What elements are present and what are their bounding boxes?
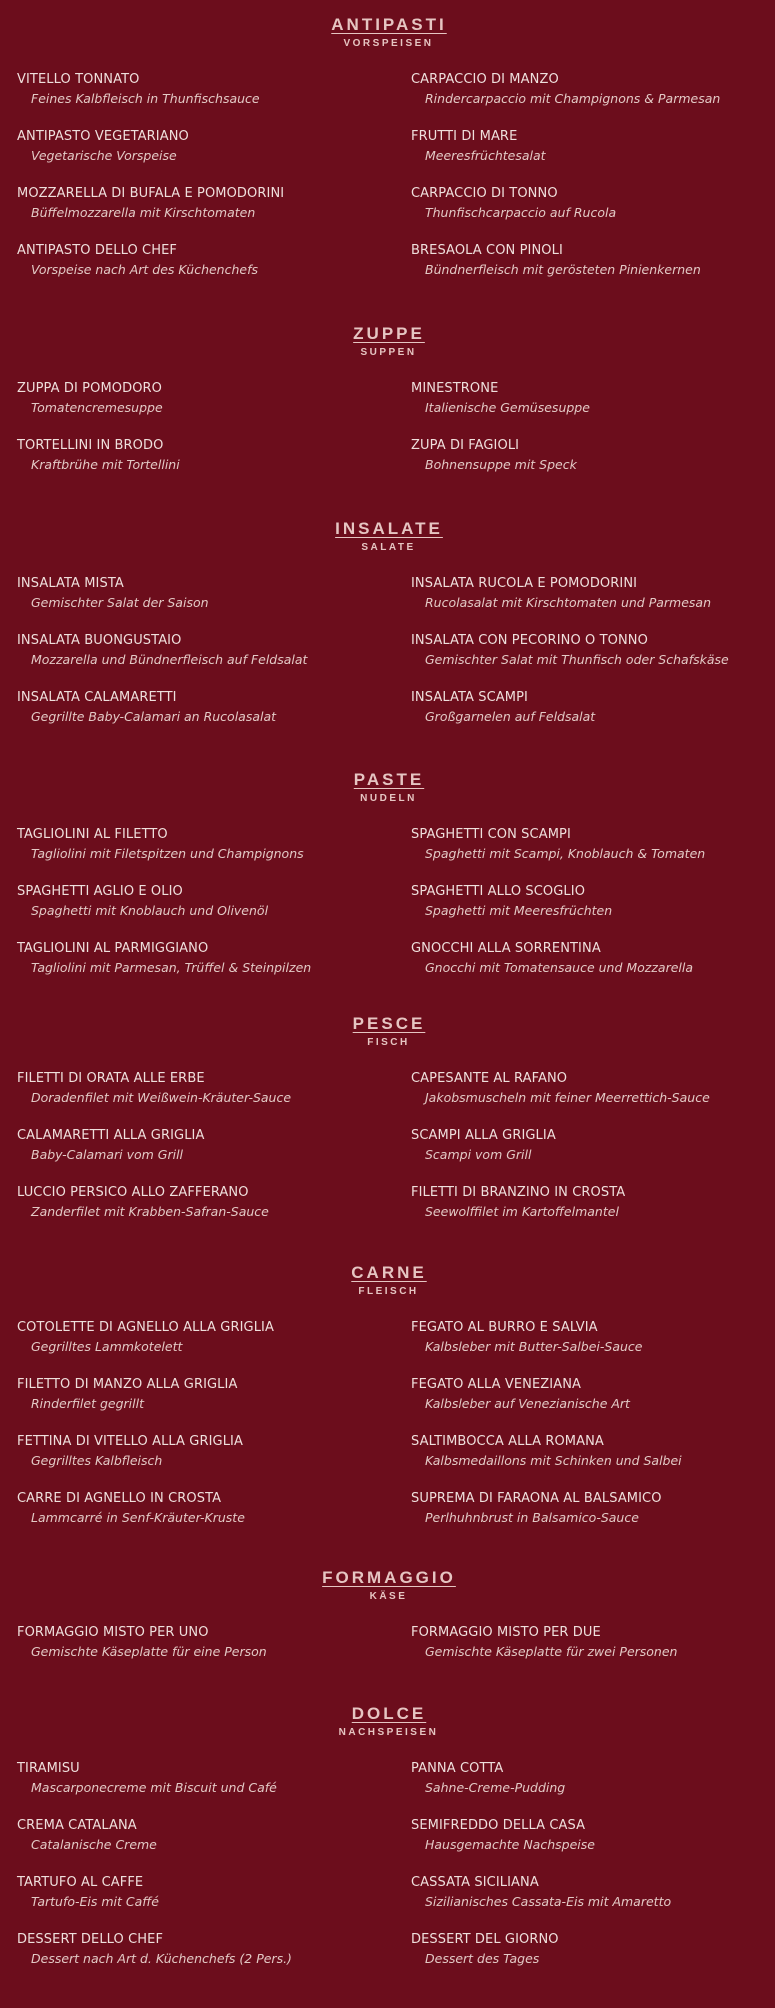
menu-grid bbox=[0, 825, 775, 996]
menu-grid bbox=[0, 1623, 775, 1680]
menu-item bbox=[393, 574, 775, 631]
menu-grid bbox=[0, 379, 775, 493]
section-paste bbox=[0, 769, 775, 996]
dish-name: CARPACCIO DI TONNO bbox=[411, 186, 558, 201]
menu-item bbox=[393, 1318, 775, 1375]
section-carne bbox=[0, 1262, 775, 1546]
menu-grid bbox=[0, 574, 775, 745]
dish-description: Kraftbrühe mit Tortellini bbox=[31, 457, 180, 472]
dish-description: Bohnensuppe mit Speck bbox=[425, 457, 577, 472]
dish-description: Thunfischcarpaccio auf Rucola bbox=[425, 205, 617, 220]
dish-description: Meeresfrüchtesalat bbox=[425, 148, 546, 163]
menu-item bbox=[0, 825, 393, 882]
dish-name: GNOCCHI ALLA SORRENTINA bbox=[411, 941, 601, 956]
menu-item bbox=[393, 688, 775, 745]
dish-description: Italienische Gemüsesuppe bbox=[425, 400, 590, 415]
dish-description: Seewolffilet im Kartoffelmantel bbox=[425, 1204, 619, 1219]
menu-item bbox=[393, 1930, 775, 1987]
menu-item bbox=[0, 1489, 393, 1546]
dish-description: Gemischte Käseplatte für eine Person bbox=[31, 1644, 267, 1659]
menu-item bbox=[393, 1759, 775, 1816]
menu-item bbox=[0, 631, 393, 688]
dish-description: Spaghetti mit Scampi, Knoblauch & Tomaten bbox=[425, 846, 706, 861]
menu-item bbox=[393, 1126, 775, 1183]
section-title: PASTE bbox=[353, 770, 425, 789]
dish-name: BRESAOLA CON PINOLI bbox=[411, 243, 563, 258]
dish-description: Vorspeise nach Art des Küchenchefs bbox=[31, 262, 259, 277]
dish-name: MINESTRONE bbox=[411, 381, 499, 396]
dish-name: DESSERT DEL GIORNO bbox=[411, 1932, 559, 1947]
dish-description: Rucolasalat mit Kirschtomaten und Parmesan bbox=[425, 595, 712, 610]
dish-name: ZUPPA DI POMODORO bbox=[17, 381, 162, 396]
dish-name: CASSATA SICILIANA bbox=[411, 1875, 539, 1890]
section-pesce bbox=[0, 1013, 775, 1240]
dish-description: Mozzarella und Bündnerfleisch auf Feldsalat bbox=[31, 652, 308, 667]
menu-item bbox=[393, 436, 775, 493]
menu-item bbox=[393, 184, 775, 241]
section-insalate bbox=[0, 518, 775, 745]
menu-item bbox=[0, 241, 393, 298]
dish-description: Spaghetti mit Knoblauch und Olivenöl bbox=[31, 903, 269, 918]
dish-description: Gegrillte Baby-Calamari an Rucolasalat bbox=[31, 709, 277, 724]
menu-item bbox=[0, 688, 393, 745]
menu-item bbox=[393, 1375, 775, 1432]
menu-grid bbox=[0, 1759, 775, 1987]
menu-item bbox=[0, 1816, 393, 1873]
menu-item bbox=[393, 1183, 775, 1240]
dish-name: TIRAMISU bbox=[17, 1761, 80, 1776]
menu-item bbox=[393, 1873, 775, 1930]
dish-description: Tagliolini mit Parmesan, Trüffel & Steinpilzen bbox=[31, 960, 312, 975]
menu-item bbox=[0, 1432, 393, 1489]
menu-item bbox=[0, 1759, 393, 1816]
dish-name: SUPREMA DI FARAONA AL BALSAMICO bbox=[411, 1491, 662, 1506]
dish-description: Catalanische Creme bbox=[31, 1837, 157, 1852]
menu-item bbox=[0, 1873, 393, 1930]
menu-grid bbox=[0, 1069, 775, 1240]
dish-name: SEMIFREDDO DELLA CASA bbox=[411, 1818, 586, 1833]
dish-description: Hausgemachte Nachspeise bbox=[425, 1837, 595, 1852]
menu-item bbox=[393, 631, 775, 688]
menu-item bbox=[393, 939, 775, 996]
dish-description: Gemischte Käseplatte für zwei Personen bbox=[425, 1644, 678, 1659]
section-zuppe bbox=[0, 323, 775, 493]
dish-description: Lammcarré in Senf-Kräuter-Kruste bbox=[31, 1510, 245, 1525]
dish-description: Kalbsmedaillons mit Schinken und Salbei bbox=[425, 1453, 682, 1468]
section-subtitle: NACHSPEISEN bbox=[338, 1727, 439, 1738]
dish-description: Kalbsleber auf Venezianische Art bbox=[425, 1396, 630, 1411]
dish-name: FEGATO AL BURRO E SALVIA bbox=[411, 1320, 598, 1335]
dish-name: INSALATA CON PECORINO O TONNO bbox=[411, 633, 648, 648]
dish-name: MOZZARELLA DI BUFALA E POMODORINI bbox=[17, 186, 285, 201]
dish-name: TAGLIOLINI AL FILETTO bbox=[17, 827, 168, 842]
dish-name: ANTIPASTO VEGETARIANO bbox=[17, 129, 189, 144]
section-subtitle: SALATE bbox=[361, 542, 416, 553]
section-subtitle: VORSPEISEN bbox=[343, 38, 434, 49]
dish-description: Rindercarpaccio mit Champignons & Parmesan bbox=[425, 91, 721, 106]
section-title: ANTIPASTI bbox=[331, 15, 447, 34]
section-title: INSALATE bbox=[335, 519, 443, 538]
dish-name: FEGATO ALLA VENEZIANA bbox=[411, 1377, 582, 1392]
menu-item bbox=[0, 1375, 393, 1432]
dish-name: LUCCIO PERSICO ALLO ZAFFERANO bbox=[17, 1185, 249, 1200]
section-header bbox=[0, 1703, 775, 1759]
dish-name: INSALATA MISTA bbox=[17, 576, 124, 591]
section-header bbox=[0, 1262, 775, 1318]
menu-item bbox=[393, 1816, 775, 1873]
dish-name: SPAGHETTI CON SCAMPI bbox=[411, 827, 571, 842]
menu-item bbox=[0, 1069, 393, 1126]
dish-name: TAGLIOLINI AL PARMIGGIANO bbox=[17, 941, 209, 956]
dish-name: FORMAGGIO MISTO PER UNO bbox=[17, 1625, 209, 1640]
dish-name: TORTELLINI IN BRODO bbox=[17, 438, 164, 453]
menu-item bbox=[0, 70, 393, 127]
section-header bbox=[0, 769, 775, 825]
dish-name: FILETTO DI MANZO ALLA GRIGLIA bbox=[17, 1377, 238, 1392]
menu-item bbox=[0, 1318, 393, 1375]
dish-description: Rinderfilet gegrillt bbox=[31, 1396, 144, 1411]
section-dolce bbox=[0, 1703, 775, 1987]
dish-name: CAPESANTE AL RAFANO bbox=[411, 1071, 568, 1086]
dish-name: SPAGHETTI AGLIO E OLIO bbox=[17, 884, 183, 899]
dish-name: INSALATA SCAMPI bbox=[411, 690, 528, 705]
menu-item bbox=[0, 882, 393, 939]
dish-name: ZUPA DI FAGIOLI bbox=[411, 438, 520, 453]
dish-name: FILETTI DI ORATA ALLE ERBE bbox=[17, 1071, 205, 1086]
dish-name: SCAMPI ALLA GRIGLIA bbox=[411, 1128, 556, 1143]
dish-name: SALTIMBOCCA ALLA ROMANA bbox=[411, 1434, 604, 1449]
menu-item bbox=[393, 379, 775, 436]
menu-item bbox=[393, 241, 775, 298]
dish-description: Jakobsmuscheln mit feiner Meerrettich-Sauce bbox=[425, 1090, 710, 1105]
menu-item bbox=[393, 1069, 775, 1126]
dish-name: CARRE DI AGNELLO IN CROSTA bbox=[17, 1491, 222, 1506]
section-title: FORMAGGIO bbox=[322, 1568, 456, 1587]
section-header bbox=[0, 1567, 775, 1623]
section-subtitle: FLEISCH bbox=[358, 1286, 419, 1297]
section-title: ZUPPE bbox=[353, 324, 425, 343]
menu-item bbox=[0, 574, 393, 631]
dish-description: Gemischter Salat der Saison bbox=[31, 595, 209, 610]
dish-description: Perlhuhnbrust in Balsamico-Sauce bbox=[425, 1510, 639, 1525]
section-header bbox=[0, 14, 775, 70]
section-title: PESCE bbox=[352, 1014, 426, 1033]
dish-description: Vegetarische Vorspeise bbox=[31, 148, 177, 163]
dish-description: Tartufo-Eis mit Caffé bbox=[31, 1894, 159, 1909]
menu-item bbox=[393, 1432, 775, 1489]
dish-name: FILETTI DI BRANZINO IN CROSTA bbox=[411, 1185, 626, 1200]
menu-item bbox=[393, 127, 775, 184]
dish-name: TARTUFO AL CAFFE bbox=[17, 1875, 144, 1890]
section-subtitle: SUPPEN bbox=[360, 347, 417, 358]
dish-name: INSALATA BUONGUSTAIO bbox=[17, 633, 182, 648]
dish-description: Gegrilltes Kalbfleisch bbox=[31, 1453, 163, 1468]
dish-description: Scampi vom Grill bbox=[425, 1147, 532, 1162]
section-subtitle: NUDELN bbox=[360, 793, 417, 804]
dish-name: CALAMARETTI ALLA GRIGLIA bbox=[17, 1128, 205, 1143]
dish-name: VITELLO TONNATO bbox=[17, 72, 140, 87]
dish-name: ANTIPASTO DELLO CHEF bbox=[17, 243, 178, 258]
menu-item bbox=[393, 1489, 775, 1546]
dish-description: Dessert nach Art d. Küchenchefs (2 Pers.) bbox=[31, 1951, 292, 1966]
menu-grid bbox=[0, 70, 775, 298]
dish-description: Mascarponecreme mit Biscuit und Café bbox=[31, 1780, 277, 1795]
section-subtitle: KÄSE bbox=[369, 1591, 408, 1602]
dish-description: Spaghetti mit Meeresfrüchten bbox=[425, 903, 613, 918]
dish-description: Zanderfilet mit Krabben-Safran-Sauce bbox=[31, 1204, 269, 1219]
dish-description: Tagliolini mit Filetspitzen und Champignons bbox=[31, 846, 304, 861]
dish-name: CARPACCIO DI MANZO bbox=[411, 72, 559, 87]
menu-item bbox=[0, 1126, 393, 1183]
dish-description: Kalbsleber mit Butter-Salbei-Sauce bbox=[425, 1339, 643, 1354]
dish-name: INSALATA CALAMARETTI bbox=[17, 690, 177, 705]
menu-grid bbox=[0, 1318, 775, 1546]
dish-name: SPAGHETTI ALLO SCOGLIO bbox=[411, 884, 586, 899]
dish-name: FETTINA DI VITELLO ALLA GRIGLIA bbox=[17, 1434, 243, 1449]
menu-item bbox=[0, 436, 393, 493]
menu-item bbox=[0, 127, 393, 184]
menu-item bbox=[393, 882, 775, 939]
menu-item bbox=[0, 1623, 393, 1680]
dish-description: Gegrilltes Lammkotelett bbox=[31, 1339, 183, 1354]
section-header bbox=[0, 323, 775, 379]
dish-description: Bündnerfleisch mit gerösteten Pinienkernen bbox=[425, 262, 701, 277]
dish-name: FRUTTI DI MARE bbox=[411, 129, 518, 144]
menu-item bbox=[393, 1623, 775, 1680]
menu-item bbox=[0, 939, 393, 996]
dish-description: Tomatencremesuppe bbox=[31, 400, 163, 415]
dish-description: Doradenfilet mit Weißwein-Kräuter-Sauce bbox=[31, 1090, 292, 1105]
menu-item bbox=[393, 70, 775, 127]
dish-description: Sizilianisches Cassata-Eis mit Amaretto bbox=[425, 1894, 672, 1909]
dish-description: Gemischter Salat mit Thunfisch oder Schafskäse bbox=[425, 652, 729, 667]
section-antipasti bbox=[0, 14, 775, 298]
dish-description: Dessert des Tages bbox=[425, 1951, 540, 1966]
dish-description: Großgarnelen auf Feldsalat bbox=[425, 709, 596, 724]
dish-description: Baby-Calamari vom Grill bbox=[31, 1147, 184, 1162]
section-header bbox=[0, 1013, 775, 1069]
dish-description: Sahne-Creme-Pudding bbox=[425, 1780, 566, 1795]
menu-item bbox=[0, 1930, 393, 1987]
dish-name: PANNA COTTA bbox=[411, 1761, 504, 1776]
dish-name: INSALATA RUCOLA E POMODORINI bbox=[411, 576, 638, 591]
dish-name: COTOLETTE DI AGNELLO ALLA GRIGLIA bbox=[17, 1320, 274, 1335]
section-title: DOLCE bbox=[351, 1704, 427, 1723]
dish-name: FORMAGGIO MISTO PER DUE bbox=[411, 1625, 601, 1640]
menu-item bbox=[0, 184, 393, 241]
dish-name: DESSERT DELLO CHEF bbox=[17, 1932, 164, 1947]
section-header bbox=[0, 518, 775, 574]
dish-description: Büffelmozzarella mit Kirschtomaten bbox=[31, 205, 256, 220]
section-title: CARNE bbox=[351, 1263, 427, 1282]
menu-item bbox=[0, 379, 393, 436]
dish-name: CREMA CATALANA bbox=[17, 1818, 137, 1833]
section-formaggio bbox=[0, 1567, 775, 1680]
menu-item bbox=[393, 825, 775, 882]
section-subtitle: FISCH bbox=[367, 1037, 410, 1048]
menu-item bbox=[0, 1183, 393, 1240]
dish-description: Gnocchi mit Tomatensauce und Mozzarella bbox=[425, 960, 694, 975]
dish-description: Feines Kalbfleisch in Thunfischsauce bbox=[31, 91, 260, 106]
